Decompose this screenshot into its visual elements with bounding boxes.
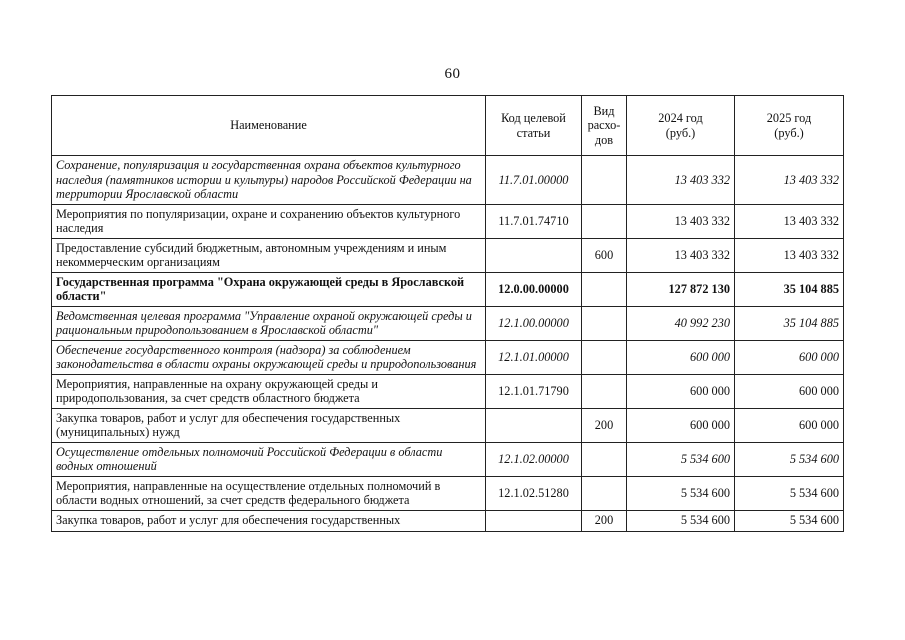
cell-name: Осуществление отдельных полномочий Российской Федерации в области водных отношений (52, 442, 486, 476)
table-row (52, 272, 844, 306)
cell-name: Мероприятия, направленные на осуществление отдельных полномочий в области водных отношений, за счет средств федерального бюджета (52, 476, 486, 510)
header-code: Код целевой статьи (486, 96, 582, 156)
cell-target-code (486, 408, 582, 442)
cell-amount-2024: 600 000 (627, 374, 735, 408)
table-row (52, 156, 844, 205)
cell-name: Обеспечение государственного контроля (надзора) за соблюдением законодательства в области охраны окружающей среды и природопользования (52, 340, 486, 374)
table-row (52, 204, 844, 238)
cell-name: Ведомственная целевая программа "Управление охраной окружающей среды и рациональным природопользованием в Ярославской области" (52, 306, 486, 340)
cell-amount-2024: 5 534 600 (627, 476, 735, 510)
cell-amount-2025: 5 534 600 (735, 442, 844, 476)
cell-target-code: 11.7.01.00000 (486, 156, 582, 205)
cell-target-code: 12.1.00.00000 (486, 306, 582, 340)
cell-name: Закупка товаров, работ и услуг для обеспечения государственных (52, 510, 486, 531)
cell-target-code: 12.1.02.00000 (486, 442, 582, 476)
cell-name: Предоставление субсидий бюджетным, автономным учреждениям и иным некоммерческим организациям (52, 238, 486, 272)
table-header-row (52, 96, 844, 156)
cell-target-code (486, 238, 582, 272)
page-number: 60 (444, 66, 461, 82)
table-row (52, 374, 844, 408)
cell-name: Мероприятия по популяризации, охране и сохранению объектов культурного наследия (52, 204, 486, 238)
cell-amount-2025: 600 000 (735, 340, 844, 374)
cell-expense-type: 200 (582, 510, 627, 531)
cell-name: Закупка товаров, работ и услуг для обеспечения государственных (муниципальных) нужд (52, 408, 486, 442)
cell-expense-type (582, 374, 627, 408)
header-2025: 2025 год (руб.) (735, 96, 844, 156)
cell-target-code: 12.1.01.71790 (486, 374, 582, 408)
cell-amount-2025: 35 104 885 (735, 306, 844, 340)
cell-amount-2024: 5 534 600 (627, 510, 735, 531)
cell-expense-type: 200 (582, 408, 627, 442)
cell-expense-type: 600 (582, 238, 627, 272)
table-row (52, 340, 844, 374)
cell-name: Сохранение, популяризация и государственная охрана объектов культурного наследия (памятников истории и культуры) народов Российской Федерации на территории Ярославской области (52, 156, 486, 205)
cell-target-code (486, 510, 582, 531)
cell-name: Мероприятия, направленные на охрану окружающей среды и природопользования, за счет средств областного бюджета (52, 374, 486, 408)
cell-amount-2024: 13 403 332 (627, 156, 735, 205)
header-name: Наименование (52, 96, 486, 156)
cell-expense-type (582, 442, 627, 476)
budget-table (51, 95, 844, 532)
header-expense-type: Вид расхо- дов (582, 96, 627, 156)
cell-target-code: 12.0.00.00000 (486, 272, 582, 306)
cell-amount-2025: 13 403 332 (735, 238, 844, 272)
cell-amount-2025: 13 403 332 (735, 204, 844, 238)
cell-expense-type (582, 204, 627, 238)
table-row (52, 408, 844, 442)
cell-amount-2025: 5 534 600 (735, 510, 844, 531)
cell-expense-type (582, 476, 627, 510)
cell-amount-2024: 13 403 332 (627, 204, 735, 238)
cell-target-code: 12.1.02.51280 (486, 476, 582, 510)
table-row (52, 510, 844, 531)
table-row (52, 476, 844, 510)
cell-amount-2025: 600 000 (735, 408, 844, 442)
cell-expense-type (582, 340, 627, 374)
cell-amount-2024: 127 872 130 (627, 272, 735, 306)
cell-target-code: 12.1.01.00000 (486, 340, 582, 374)
header-2024: 2024 год (руб.) (627, 96, 735, 156)
cell-amount-2025: 600 000 (735, 374, 844, 408)
cell-amount-2024: 600 000 (627, 408, 735, 442)
cell-expense-type (582, 156, 627, 205)
cell-amount-2025: 13 403 332 (735, 156, 844, 205)
table-body (52, 156, 844, 532)
cell-target-code: 11.7.01.74710 (486, 204, 582, 238)
cell-amount-2025: 5 534 600 (735, 476, 844, 510)
cell-amount-2024: 13 403 332 (627, 238, 735, 272)
cell-amount-2025: 35 104 885 (735, 272, 844, 306)
table-row (52, 238, 844, 272)
cell-amount-2024: 5 534 600 (627, 442, 735, 476)
cell-expense-type (582, 272, 627, 306)
cell-amount-2024: 600 000 (627, 340, 735, 374)
cell-amount-2024: 40 992 230 (627, 306, 735, 340)
table-row (52, 442, 844, 476)
cell-name: Государственная программа "Охрана окружающей среды в Ярославской области" (52, 272, 486, 306)
table-row (52, 306, 844, 340)
cell-expense-type (582, 306, 627, 340)
